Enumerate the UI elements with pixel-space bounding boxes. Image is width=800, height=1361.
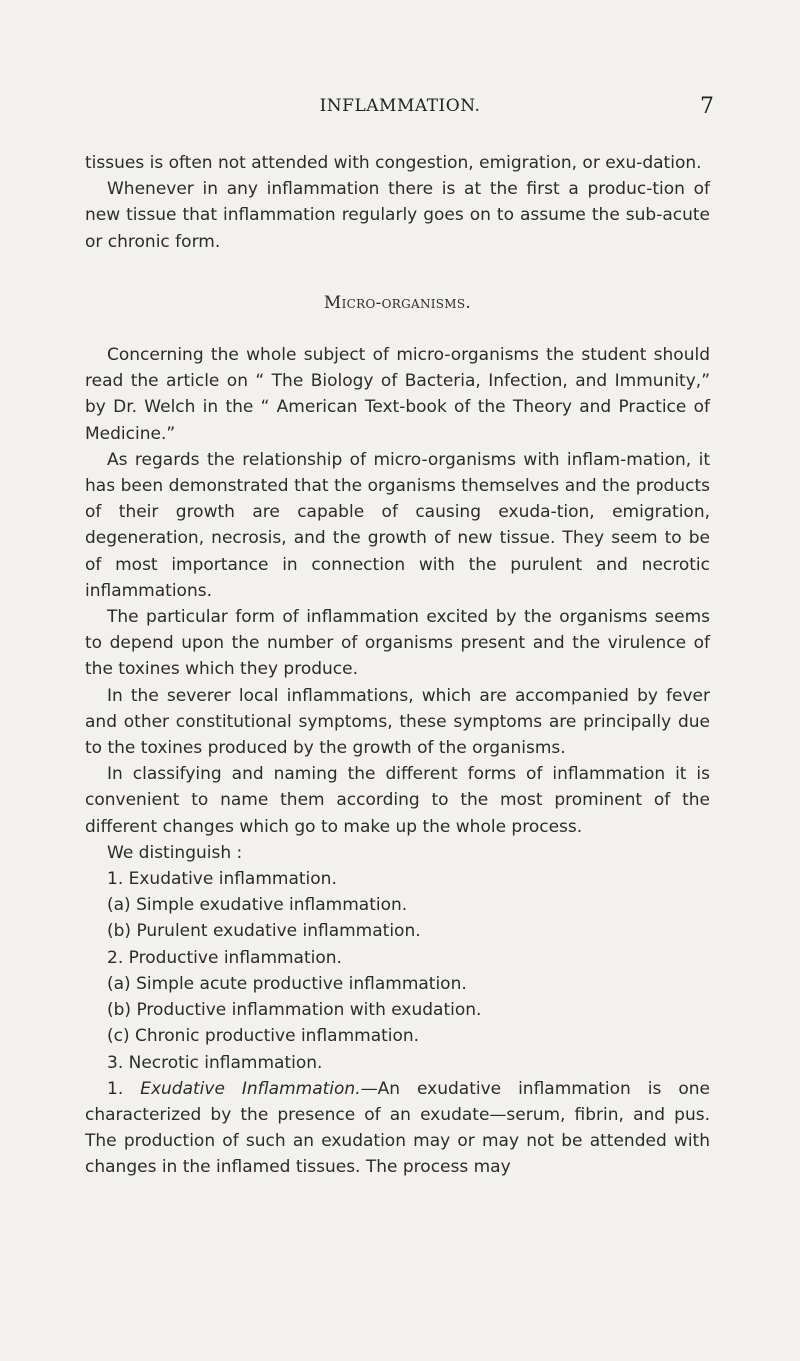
list-item: (b) Productive inflammation with exudation. [107, 1000, 482, 1021]
list-item: 1. Exudative inflammation. [107, 869, 337, 890]
paragraph: In classifying and naming the different forms of inflammation it is convenient to name them according to the most prominent of the different changes which go to make up the whole process. [85, 764, 710, 837]
page-number: 7 [700, 94, 714, 119]
list-item: 3. Necrotic inflammation. [107, 1052, 323, 1073]
paragraph-exudative [85, 1076, 710, 1181]
paragraph: The particular form of inflammation excited by the organisms seems to depend upon the number of organisms present and the virulence of the toxines which they produce. [85, 607, 710, 680]
paragraph: Whenever in any inflammation there is at the first a produc-tion of new tissue that inflammation regularly goes on to assume the sub-acute or chronic form. [85, 179, 710, 252]
italic-title: Exudative Inflammation. [140, 1078, 361, 1099]
body-text [85, 150, 710, 1181]
paragraph: In the severer local inflammations, which are accompanied by fever and other constitutional symptoms, these symptoms are principally due to the toxines produced by the growth of the organisms. [85, 685, 710, 759]
classification-list [85, 866, 710, 1076]
paragraph-number: 1. [107, 1078, 141, 1099]
paragraph-continuation: tissues is often not attended with congestion, emigration, or exu-dation. [85, 153, 702, 173]
running-header: INFLAMMATION. [319, 96, 481, 116]
list-item: (b) Purulent exudative inflammation. [107, 921, 421, 942]
list-item: (a) Simple acute productive inflammation. [107, 973, 467, 994]
paragraph-text: —An exudative inflammation is one characterized by the presence of an exudate—serum, fibrin, and pus. The production of such an exudation may or may not be attended with changes in the inflamed tissues. The process may [85, 1078, 710, 1178]
paragraph: As regards the relationship of micro-organisms with inflam-mation, it has been demonstrated that the organisms themselves and the products of their growth are capable of causing exuda-tion, emigration, degeneration, necrosis, and the growth of new tissue. They seem to be of most importance in connection with the purulent and necrotic inflammations. [85, 449, 710, 601]
list-item: (a) Simple exudative inflammation. [107, 895, 408, 916]
paragraph: We distinguish : [107, 842, 243, 863]
section-heading: Micro-organisms. [323, 292, 472, 313]
list-item: (c) Chronic productive inflammation. [107, 1026, 420, 1047]
paragraph: Concerning the whole subject of micro-organisms the student should read the article on “ The Biology of Bacteria, Infection, and Immunity,” by Dr. Welch in the “ American Text-book of the Theory and Practice of Medicine.” [85, 345, 710, 444]
list-item: 2. Productive inflammation. [107, 947, 342, 968]
